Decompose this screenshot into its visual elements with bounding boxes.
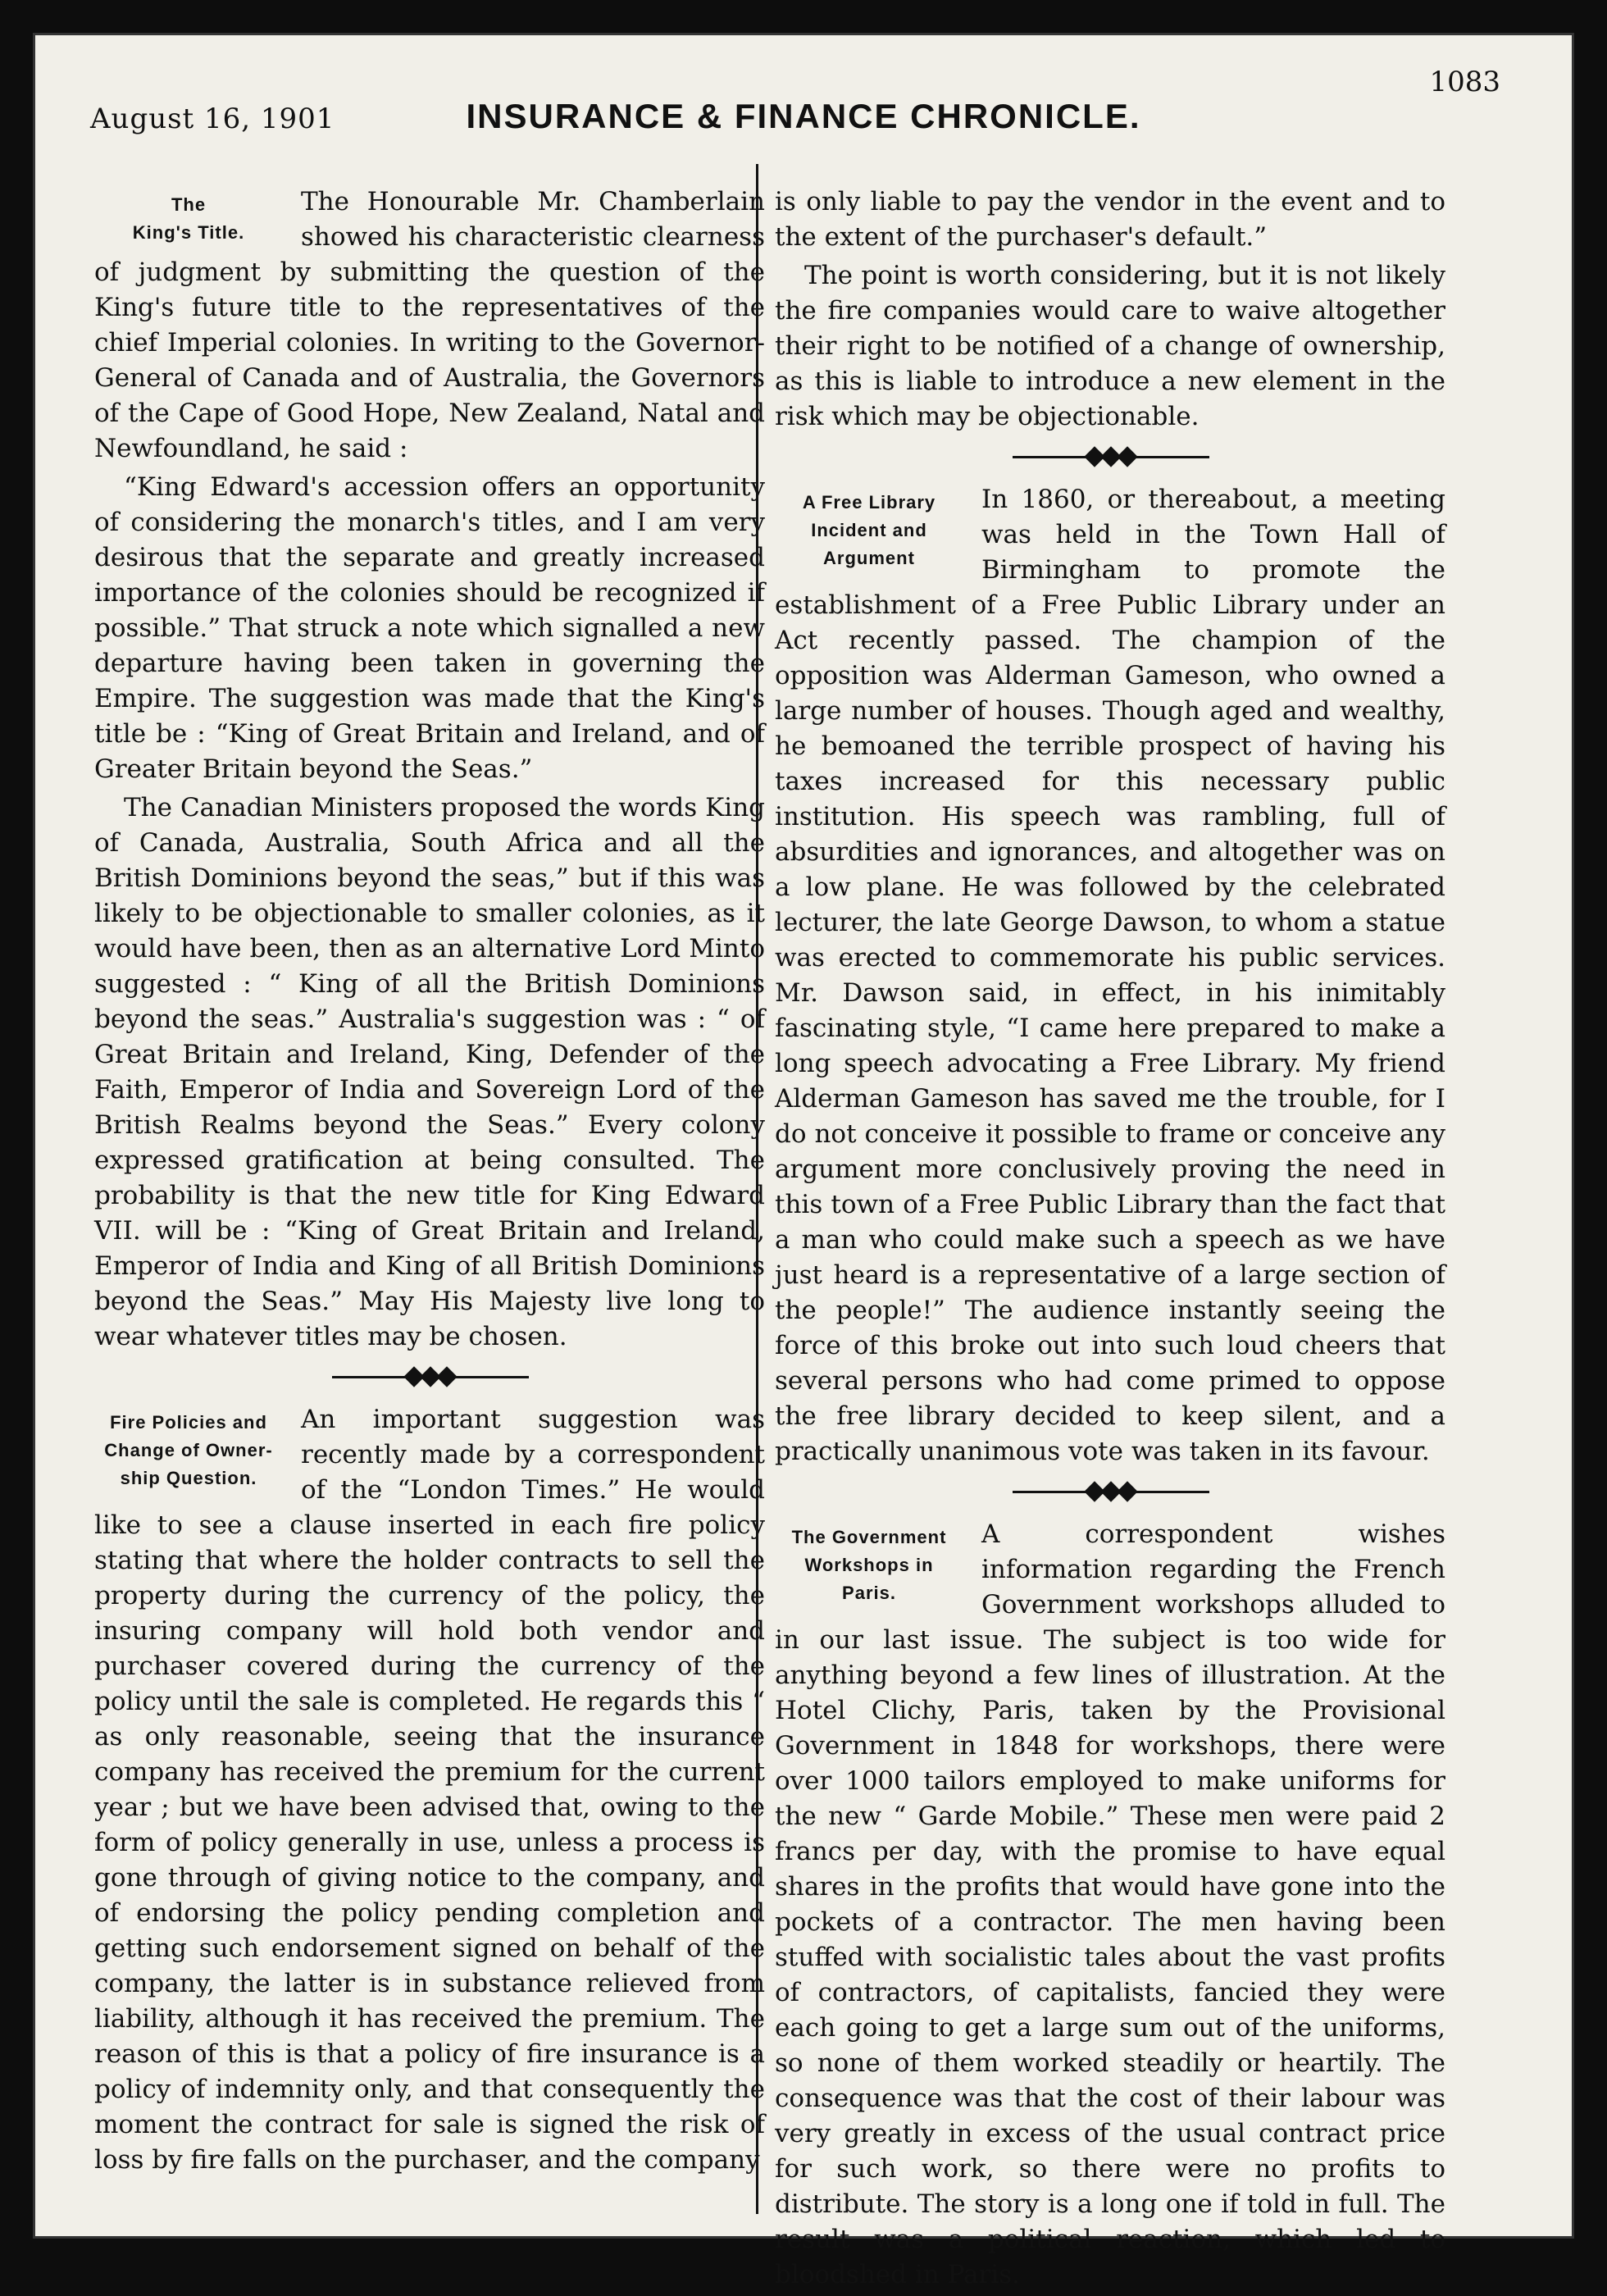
paragraph: An important suggestion was recently made by a correspondent of the “London Times.” He would like to see a clause inserted in each fire policy stating that where the holder contracts to sell the property during the currency of the policy, the insuring company will hold both vendor and purchaser covered during the currency of the policy until the sale is completed. He regards this “ as only reasonable, seeing that the insurance company has received the premium for the current year ; but we have been advised that, owing to the form of policy generally in use, unless a process is gone through of giving notice to the company, and of endorsing the policy pending completion and getting such endorsement signed on behalf of the company, the latter is in substance relieved from liability, although it has received the premium. The reason of this is that a policy of fire insurance is a policy of indemnity only, and that consequently the moment the contract for sale is signed the risk of loss by fire falls on the purchaser, and the company [94, 1405, 765, 2175]
sidenote-line: Argument [823, 548, 915, 568]
paragraph: The Honourable Mr. Chamberlain showed his characteristic clearness of judgment by submitting the question of the King's future title to the representatives of the chief Imperial colonies. In writing to the Governor-General of Canada and of Australia, the Governors of the Cape of Good Hope, New Zealand, Natal and Newfoundland, he said : [94, 187, 765, 463]
paragraph: is only liable to pay the vendor in the event and to the extent of the purchaser's default.” [775, 187, 1445, 252]
sidenote-line: The Government [791, 1527, 947, 1547]
sidenote-kings-title [94, 191, 283, 247]
publication-title: INSURANCE & FINANCE CHRONICLE. [466, 97, 1141, 135]
paragraph: The Canadian Ministers proposed the words King of Canada, Australia, South Africa and all the British Dominions beyond the seas,” but if this was likely to be objectionable to smaller colonies, as it would have been, then as an alternative Lord Minto suggested : “ King of all the British Dominions beyond the seas.” Australia's suggestion was : “ of Great Britain and Ireland, King, Defender of the Faith, Emperor of India and Sovereign Lord of the British Realms beyond the Seas.” Every colony expressed gratification at being consulted. The probability is that the new title for King Edward VII. will be : “King of Great Britain and Ireland, Emperor of India and King of all British Dominions beyond the Seas.” May His Majesty live long to wear whatever titles may be chosen. [94, 793, 765, 1351]
right-column [775, 184, 1445, 2296]
sidenote-line: ship Question. [120, 1468, 257, 1488]
sidenote-line: Fire Policies and [110, 1412, 267, 1433]
section-ornament [775, 1479, 1445, 1504]
sidenote-fire-policies [94, 1409, 283, 1492]
page-header [33, 33, 1574, 172]
section-ornament [94, 1364, 765, 1389]
paragraph: “King Edward's accession offers an opportunity of considering the monarch's titles, and I am very desirous that the separate and greatly increased importance of the colonies should be recognized if possible.” That struck a note which signalled a new departure having been taken in governing the Empire. The suggestion was made that the King's title be : “King of Great Britain and Ireland, and of Greater Britain beyond the Seas.” [94, 472, 765, 784]
paragraph: The point is worth considering, but it is not likely the fire companies would care to waive altogether their right to be notified of a change of ownership, as this is liable to introduce a new element in the risk which may be objectionable. [775, 261, 1445, 431]
paragraph: A correspondent wishes information regarding the French Government workshops alluded to in our last issue. The subject is too wide for anything beyond a few lines of illustration. At the Hotel Clichy, Paris, taken by the Provisional Government in 1848 for workshops, there were over 1000 tailors employed to make uniforms for the new “ Garde Mobile.” These men were paid 2 francs per day, with the promise to have equal shares in the profits that would have gone into the pockets of a contractor. The men having been stuffed with socialistic tales about the vast profits of contractors, of capitalists, fancied they were each going to get a large sum out of the uniforms, so none of them worked steadily or heartily. The consequence was that the cost of their labour was very greatly in excess of the usual contract price for such work, so there were no profits to distribute. The story is a long one if told in full. The result was a political reaction, which led to bloodshed in Paris. [775, 1519, 1445, 2289]
left-column [94, 184, 765, 2181]
sidenote-line: Incident and [811, 520, 927, 540]
sidenote-free-library [775, 489, 963, 572]
sidenote-line: Workshops in Paris. [804, 1555, 934, 1603]
page-number: 1083 [1429, 66, 1500, 98]
sidenote-line: A Free Library [802, 492, 936, 512]
sidenote-line: Change of Owner- [104, 1440, 273, 1460]
paragraph: In 1860, or thereabout, a meeting was held in the Town Hall of Birmingham to promote the establishment of a Free Public Library under an Act recently passed. The champion of the opposition was Alderman Gameson, who owned a large number of houses. Though aged and wealthy, he bemoaned the terrible prospect of having his taxes increased for this necessary public institution. His speech was rambling, full of absurdities and ignorances, and altogether was on a low plane. He was followed by the celebrated lecturer, the late George Dawson, to whom a statue was erected to commemorate his public services. Mr. Dawson said, in effect, in his inimitably fascinating style, “I came here prepared to make a long speech advocating a Free Library. My friend Alderman Gameson has saved me the trouble, for I do not conceive it possible to frame or conceive any argument more conclusively proving the need in this town of a Free Public Library than the fact that a man who could make such a speech as we have just heard is a representative of a large section of the people!” The audience instantly seeing the force of this broke out into such loud cheers that several persons who had come primed to oppose the free library decided to keep silent, and a practically unanimous vote was taken in its favour. [775, 485, 1445, 1466]
sidenote-line: King's Title. [132, 222, 245, 243]
newspaper-page [33, 33, 1574, 2289]
issue-date: August 16, 1901 [90, 102, 335, 135]
section-ornament [775, 444, 1445, 469]
sidenote-government-workshops [775, 1524, 963, 1607]
sidenote-line: The [171, 194, 207, 215]
